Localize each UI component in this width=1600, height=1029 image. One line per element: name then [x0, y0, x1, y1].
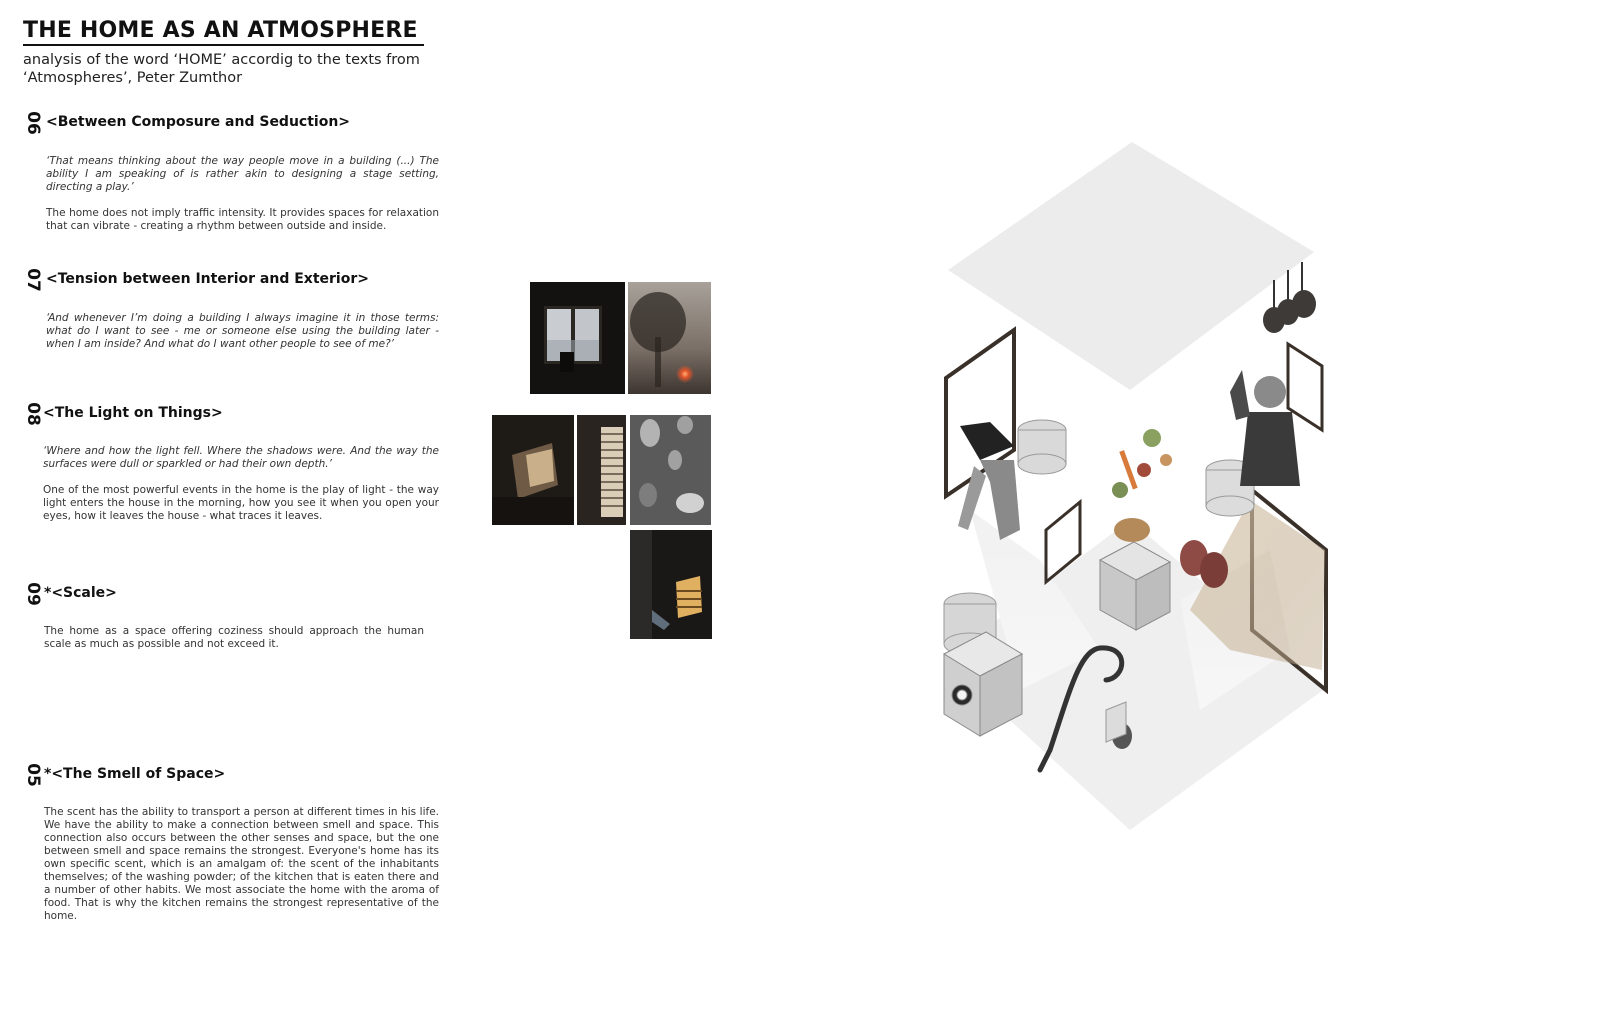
section-08: [23, 401, 439, 531]
photo-lamp-glow: [492, 415, 574, 525]
ceiling-plane: [948, 142, 1314, 390]
section-quote: ‘Where and how the light fell. Where the shadows were. And the way the surfaces were dull or sparkled or had their own depth.’: [43, 445, 439, 470]
section-title: <Tension between Interior and Exterior>: [46, 271, 369, 287]
cooking-pot: [1018, 420, 1066, 474]
section-title: *<Scale>: [44, 585, 117, 601]
section-body: The home does not imply traffic intensity. It provides spaces for relaxation that can vibrate - creating a rhythm between outside and inside.: [46, 207, 439, 232]
vegetables: [1112, 429, 1172, 542]
photo-blurred-sunset: [628, 282, 711, 394]
page-title: THE HOME AS AN ATMOSPHERE: [23, 18, 424, 46]
section-07: [23, 267, 439, 357]
section-number: 05: [23, 763, 43, 787]
section-title: <Between Composure and Seduction>: [46, 114, 351, 130]
section-09: [23, 581, 423, 661]
photo-light-stripes: [577, 415, 626, 525]
photo-leaf-shadows: [630, 415, 711, 525]
photo-window-snow: [530, 282, 625, 394]
section-quote: ‘That means thinking about the way people move in a building (...) The ability I am speaking of is rather akin to designing a stage setting, directing a play.’: [46, 155, 439, 193]
washing-machine: [944, 632, 1022, 736]
section-body: The home as a space offering coziness should approach the human scale as much as possible and not exceed it.: [44, 625, 424, 650]
section-title: <The Light on Things>: [43, 405, 223, 421]
section-06: [23, 110, 439, 250]
photo-light-on-floor: [630, 530, 712, 639]
window-frame-right: [1288, 344, 1322, 430]
isometric-home-collage: [930, 130, 1360, 850]
section-number: 08: [23, 402, 43, 426]
section-number: 06: [23, 111, 43, 135]
section-number: 09: [23, 582, 43, 606]
section-body: The scent has the ability to transport a person at different times in his life. We have the ability to make a connection between smell and space. This connection also occurs between the other senses and space, but the one between smell and space remains the strongest. Everyone's home has its own specific scent, which is an amalgam of: the scent of the inhabitants themselves; of the washing powder; of the kitchen that is eaten there and a number of other habits. We most associate the home with the aroma of food. That is why the kitchen remains the strongest representative of the home.: [44, 806, 439, 922]
page-subtitle: analysis of the word ‘HOME’ accordig to the texts from ‘Atmospheres’, Peter Zumthor: [23, 52, 420, 86]
section-title: *<The Smell of Space>: [44, 766, 226, 782]
section-body: One of the most powerful events in the home is the play of light - the way light enters the house in the morning, how you see it when you open your eyes, how it leaves the house - what traces it leaves.: [43, 484, 439, 522]
section-number: 07: [23, 268, 43, 292]
section-quote: ‘And whenever I’m doing a building I always imagine it in those terms: what do I want to see - me or someone else using the building later - when I am inside? And what do I want other people to see of me?’: [46, 312, 439, 350]
section-05: [23, 762, 439, 932]
